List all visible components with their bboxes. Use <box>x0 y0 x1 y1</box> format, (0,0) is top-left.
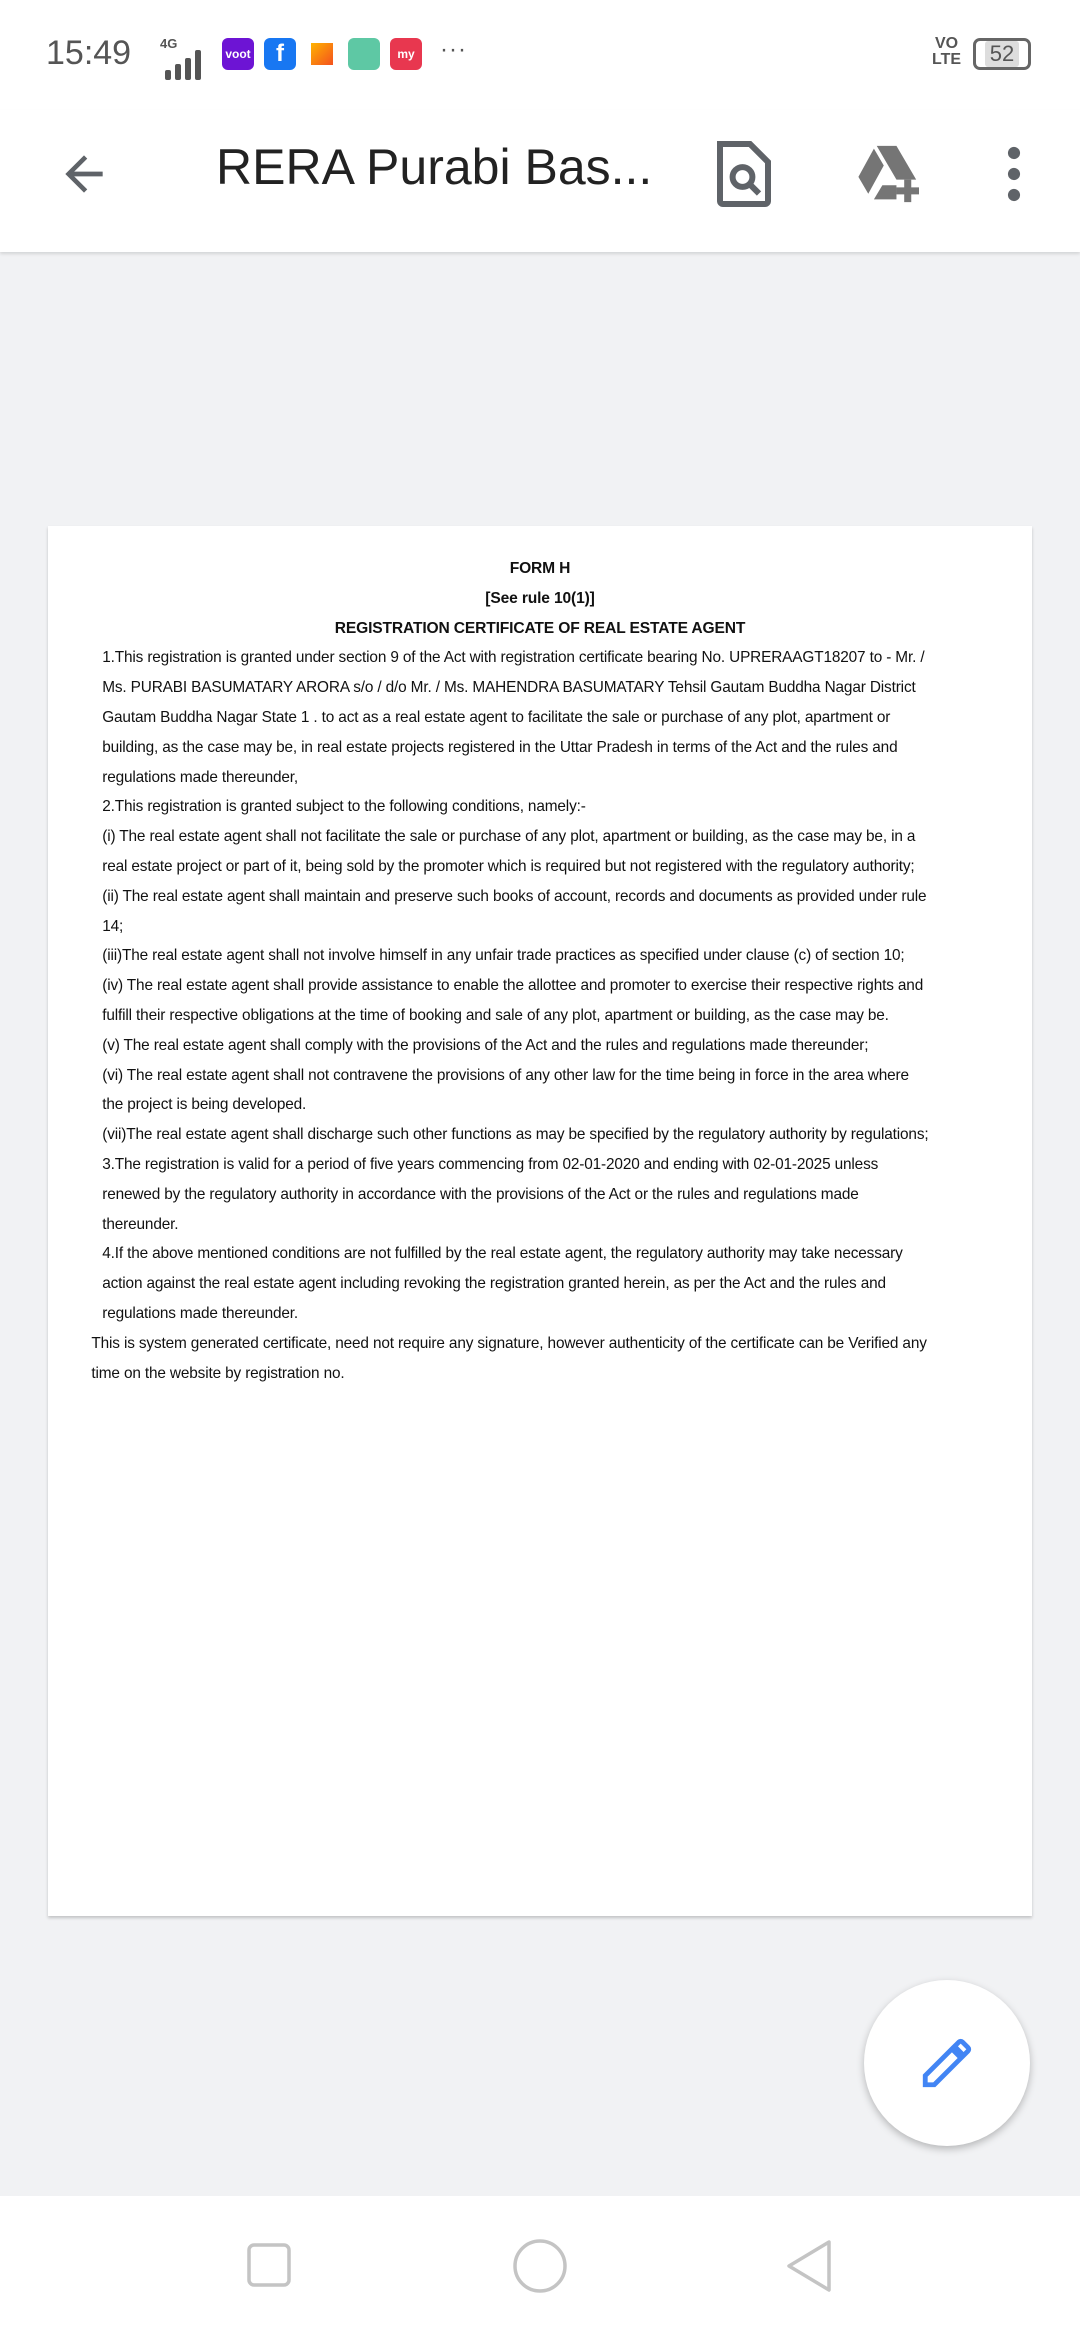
home-button[interactable] <box>512 2238 568 2294</box>
battery-level: 52 <box>985 41 1019 67</box>
back-button[interactable] <box>44 134 124 214</box>
footer-line: This is system generated certificate, need not require any signature, however authenticity of the certificate can be Verified any <box>91 1334 927 1352</box>
footer-line: time on the website by registration no. <box>91 1364 345 1382</box>
find-in-page-icon <box>714 141 774 207</box>
document-title: RERA Purabi Bas... <box>216 139 653 195</box>
document-line: (iv) The real estate agent shall provide assistance to enable the allottee and promoter to exercise their respective rights and <box>102 977 924 995</box>
battery-icon <box>973 38 1031 70</box>
document-line: 4.If the above mentioned conditions are not fulfilled by the real estate agent, the regulatory authority may take necessary <box>102 1245 903 1263</box>
document-line: action against the real estate agent including revoking the registration granted herein, as per the Act and the rules and <box>102 1275 886 1293</box>
document-line: 2.This registration is granted subject to the following conditions, namely:- <box>102 798 586 816</box>
document-line: (i) The real estate agent shall not facilitate the sale or purchase of any plot, apartment or building, as the case may be, in a <box>102 828 916 846</box>
facebook-app-icon: f <box>264 38 296 70</box>
add-to-drive-icon <box>853 143 923 205</box>
document-line: (vii)The real estate agent shall discharge such other functions as may be specified by the regulatory authority by regulations; <box>102 1126 929 1144</box>
document-line: (ii) The real estate agent shall maintain and preserve such books of account, records and documents as provided under rule <box>102 887 927 905</box>
myntra-app-icon: my <box>390 38 422 70</box>
document-line: thereunder. <box>102 1215 179 1233</box>
network-type: 4G <box>160 36 178 51</box>
form-title: FORM H <box>509 560 571 577</box>
document-page <box>48 526 1032 1916</box>
more-notifications-icon: ··· <box>440 36 467 63</box>
document-line: Gautam Buddha Nagar State 1 . to act as a real estate agent to facilitate the sale or purchase of any plot, apartment or <box>102 708 891 726</box>
rule-reference: [See rule 10(1)] <box>485 589 595 607</box>
voot-app-icon: voot <box>222 38 254 70</box>
volte-indicator <box>932 36 961 68</box>
document-line: regulations made thereunder, <box>102 768 299 786</box>
back-icon <box>56 146 112 202</box>
document-line: (vi) The real estate agent shall not contravene the provisions of any other law for the time being in force in the area where <box>102 1066 909 1084</box>
status-bar <box>0 0 1080 110</box>
document-line: real estate project or part of it, being sold by the promoter which is required but not registered with the regulatory authority; <box>102 857 915 875</box>
more-options-button[interactable] <box>974 134 1054 214</box>
document-line: the project is being developed. <box>102 1096 307 1114</box>
back-nav-button[interactable] <box>784 2238 834 2294</box>
find-in-page-button[interactable] <box>704 134 784 214</box>
volte-vo: VO <box>934 35 959 52</box>
document-content <box>48 554 1032 1388</box>
edit-button[interactable] <box>864 1980 1030 2146</box>
document-line: regulations made thereunder. <box>102 1304 299 1322</box>
document-line: fulfill their respective obligations at the time of booking and sale of any plot, apartment or building, as the case may be. <box>102 1006 889 1024</box>
signal-icon <box>165 50 201 80</box>
document-line: 14; <box>102 917 124 935</box>
certificate-title: REGISTRATION CERTIFICATE OF REAL ESTATE AGENT <box>334 619 746 637</box>
app-icon <box>348 38 380 70</box>
document-line: 1.This registration is granted under section 9 of the Act with registration certificate bearing No. UPRERAAGT18207 to - Mr. / <box>102 649 925 667</box>
app-bar <box>0 110 1080 252</box>
document-line: building, as the case may be, in real estate projects registered in the Uttar Pradesh in terms of the Act and the rules and <box>102 738 898 756</box>
document-line: (iii)The real estate agent shall not involve himself in any unfair trade practices as specified under clause (c) of section 10; <box>102 947 905 965</box>
volte-lte: LTE <box>932 51 962 68</box>
document-line: Ms. PURABI BASUMATARY ARORA s/o / d/o Mr. / Ms. MAHENDRA BASUMATARY Tehsil Gautam Buddha Nagar District <box>102 679 916 697</box>
edit-pencil-icon <box>918 2034 976 2092</box>
notification-app-icon <box>306 38 338 70</box>
status-time: 15:49 <box>46 34 132 72</box>
document-line: (v) The real estate agent shall comply with the provisions of the Act and the rules and regulations made thereunder; <box>102 1036 869 1054</box>
recents-button[interactable] <box>246 2242 292 2288</box>
document-line: 3.The registration is valid for a period of five years commencing from 02-01-2020 and ending with 02-01-2025 unless <box>102 1155 879 1173</box>
add-to-drive-button[interactable] <box>848 134 928 214</box>
document-line: renewed by the regulatory authority in accordance with the provisions of the Act or the rules and regulations made <box>102 1185 859 1203</box>
more-vert-icon <box>1004 146 1024 202</box>
navigation-bar <box>0 2196 1080 2340</box>
